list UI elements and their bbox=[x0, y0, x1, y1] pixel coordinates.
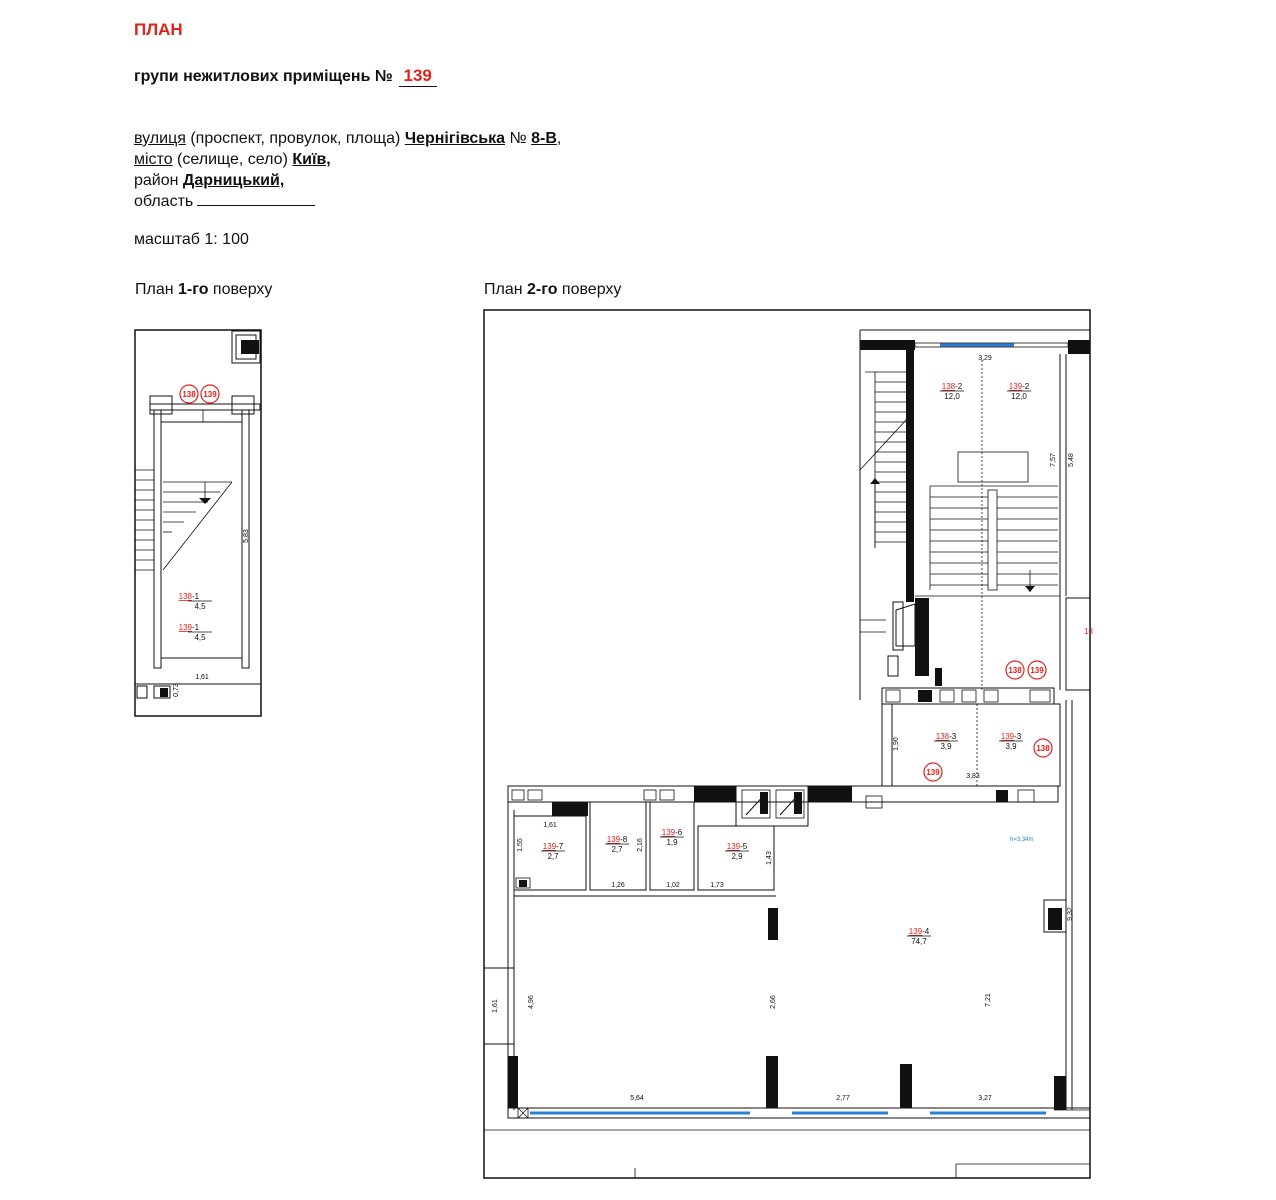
dimension: 3,83 bbox=[966, 773, 980, 780]
city-label: місто bbox=[134, 151, 173, 168]
room-area: 2,7 bbox=[547, 852, 559, 861]
city-name: Київ, bbox=[292, 151, 331, 168]
wall bbox=[1068, 340, 1090, 354]
street-hint: (проспект, провулок, площа) bbox=[185, 130, 405, 147]
room-suffix: -2 bbox=[955, 382, 963, 391]
floor1-label-number: 1-го bbox=[178, 281, 209, 298]
dimension: 7,57 bbox=[1050, 453, 1057, 467]
floor1-stairs bbox=[135, 470, 232, 570]
room-group: 139 bbox=[606, 835, 621, 844]
floor1-stair-arrow bbox=[199, 498, 211, 504]
floor2-plan bbox=[478, 305, 1098, 1185]
floor2-stairs-right bbox=[915, 360, 1060, 690]
room-group: 139 bbox=[726, 842, 741, 851]
marker-label: 139 bbox=[926, 768, 940, 777]
marker-label: 139 bbox=[1030, 666, 1044, 675]
room-suffix: -7 bbox=[556, 842, 564, 851]
room-suffix: -2 bbox=[1022, 382, 1030, 391]
dimension: 0,73 bbox=[173, 683, 180, 697]
district-name: Дарницький, bbox=[182, 172, 285, 189]
floor2-label-number: 2-го bbox=[527, 281, 558, 298]
floor1-marker-label: 139 bbox=[203, 390, 217, 399]
city-line bbox=[134, 151, 331, 169]
group-number: 139 bbox=[399, 66, 437, 87]
room-label bbox=[727, 842, 748, 851]
floor2-label bbox=[484, 281, 621, 299]
floor1-stairwell bbox=[161, 422, 242, 658]
room-label bbox=[543, 842, 564, 851]
region-line bbox=[134, 193, 315, 211]
floor2-label-prefix: План bbox=[484, 281, 528, 298]
street-label: вулиця bbox=[134, 130, 186, 147]
room-label bbox=[607, 835, 628, 844]
room-group: 139 bbox=[1000, 732, 1015, 741]
dimension: 2,66 bbox=[770, 995, 777, 1009]
floor2-dimensions bbox=[492, 355, 1075, 1102]
column bbox=[508, 1056, 518, 1108]
column bbox=[766, 1056, 778, 1108]
floor2-frame bbox=[484, 310, 1090, 1178]
room-label bbox=[936, 732, 957, 741]
dimension: 1,43 bbox=[766, 851, 773, 865]
wall bbox=[694, 786, 736, 802]
dimension: 2,77 bbox=[836, 1095, 850, 1102]
room-area: 1,9 bbox=[666, 838, 678, 847]
dimension: 1,55 bbox=[517, 838, 524, 852]
room-label bbox=[1001, 732, 1022, 741]
marker-label: 138 bbox=[1036, 744, 1050, 753]
dimension: 9,32 bbox=[1067, 907, 1074, 921]
room-suffix: -6 bbox=[675, 828, 683, 837]
dimension: 1,26 bbox=[611, 882, 625, 889]
wall bbox=[915, 598, 929, 676]
floor1-label bbox=[135, 281, 272, 299]
room-suffix: -1 bbox=[192, 623, 200, 632]
room-group: 138 bbox=[935, 732, 950, 741]
street-suffix: , bbox=[556, 130, 562, 147]
room-suffix: -3 bbox=[1014, 732, 1022, 741]
city-hint: (селище, село) bbox=[172, 151, 293, 168]
street-line bbox=[134, 130, 561, 148]
room-group: 139 bbox=[661, 828, 676, 837]
dimension: 1,90 bbox=[893, 737, 900, 751]
room-group: 138 bbox=[941, 382, 956, 391]
wall bbox=[552, 802, 588, 816]
page-subtitle bbox=[134, 66, 437, 87]
wall bbox=[906, 340, 914, 602]
dimension: 1,61 bbox=[543, 822, 557, 829]
room-area: 74,7 bbox=[911, 937, 927, 946]
floor2-markers bbox=[924, 661, 1052, 781]
room-label bbox=[1009, 382, 1030, 391]
subtitle-prefix: групи нежитлових приміщень № bbox=[134, 68, 393, 85]
page-title: ПЛАН bbox=[134, 20, 183, 39]
room-group: 138 bbox=[178, 592, 192, 601]
wall bbox=[808, 786, 852, 802]
dimension: 5,48 bbox=[1068, 453, 1075, 467]
floor1-window-right bbox=[232, 396, 254, 414]
edge-room-label: 13 bbox=[1084, 627, 1093, 636]
region-label: область bbox=[134, 193, 194, 210]
room-area: 12,0 bbox=[1011, 392, 1027, 401]
dimension: 1,61 bbox=[195, 674, 209, 681]
scale-label: масштаб 1: 100 bbox=[134, 231, 249, 248]
room-label bbox=[662, 828, 683, 837]
floor2-stairs-left bbox=[860, 372, 906, 548]
room-label bbox=[909, 927, 930, 936]
room-group: 139 bbox=[178, 623, 192, 632]
dimension: 7,21 bbox=[985, 993, 992, 1007]
dimension: 4,96 bbox=[528, 995, 535, 1009]
room-area: 4,5 bbox=[194, 633, 206, 642]
room-area: 4,5 bbox=[194, 602, 206, 611]
dimension: 1,02 bbox=[666, 882, 680, 889]
column bbox=[1054, 1076, 1066, 1110]
room-area: 2,9 bbox=[731, 852, 743, 861]
room-suffix: -1 bbox=[192, 592, 200, 601]
dimension: 1,61 bbox=[492, 999, 499, 1013]
floor1-column bbox=[241, 340, 259, 354]
floor1-label-suffix: поверху bbox=[208, 281, 273, 298]
height-note: h=3,34m bbox=[1010, 837, 1034, 843]
street-name: Чернігівська bbox=[404, 130, 506, 147]
room-area: 2,7 bbox=[611, 845, 623, 854]
column bbox=[1048, 908, 1062, 930]
room-label bbox=[942, 382, 963, 391]
column bbox=[768, 908, 778, 940]
floor1-marker-label: 138 bbox=[182, 390, 196, 399]
room-area: 3,9 bbox=[1005, 742, 1017, 751]
room-area: 3,9 bbox=[940, 742, 952, 751]
room-group: 139 bbox=[1008, 382, 1023, 391]
region-blank bbox=[197, 193, 315, 206]
dimension: 5,64 bbox=[630, 1095, 644, 1102]
room-suffix: -8 bbox=[620, 835, 628, 844]
room-group: 139 bbox=[908, 927, 923, 936]
dimension: 3,27 bbox=[978, 1095, 992, 1102]
room-area: 12,0 bbox=[944, 392, 960, 401]
floor1-plan bbox=[130, 325, 270, 725]
house-number: 8-В bbox=[531, 130, 557, 147]
column bbox=[900, 1064, 912, 1108]
room-group: 139 bbox=[542, 842, 557, 851]
dimension: 5,83 bbox=[243, 529, 250, 543]
dimension: 2,16 bbox=[637, 838, 644, 852]
floor1-label-prefix: План bbox=[135, 281, 179, 298]
dimension: 3,29 bbox=[978, 355, 992, 362]
number-prefix: № bbox=[505, 130, 532, 147]
floor2-room-labels bbox=[541, 382, 1031, 946]
marker-label: 138 bbox=[1008, 666, 1022, 675]
dimension: 1,73 bbox=[710, 882, 724, 889]
floor2-label-suffix: поверху bbox=[557, 281, 622, 298]
room-suffix: -5 bbox=[740, 842, 748, 851]
district-label: район bbox=[134, 172, 183, 189]
room-suffix: -3 bbox=[949, 732, 957, 741]
district-line bbox=[134, 172, 284, 190]
room-suffix: -4 bbox=[922, 927, 930, 936]
